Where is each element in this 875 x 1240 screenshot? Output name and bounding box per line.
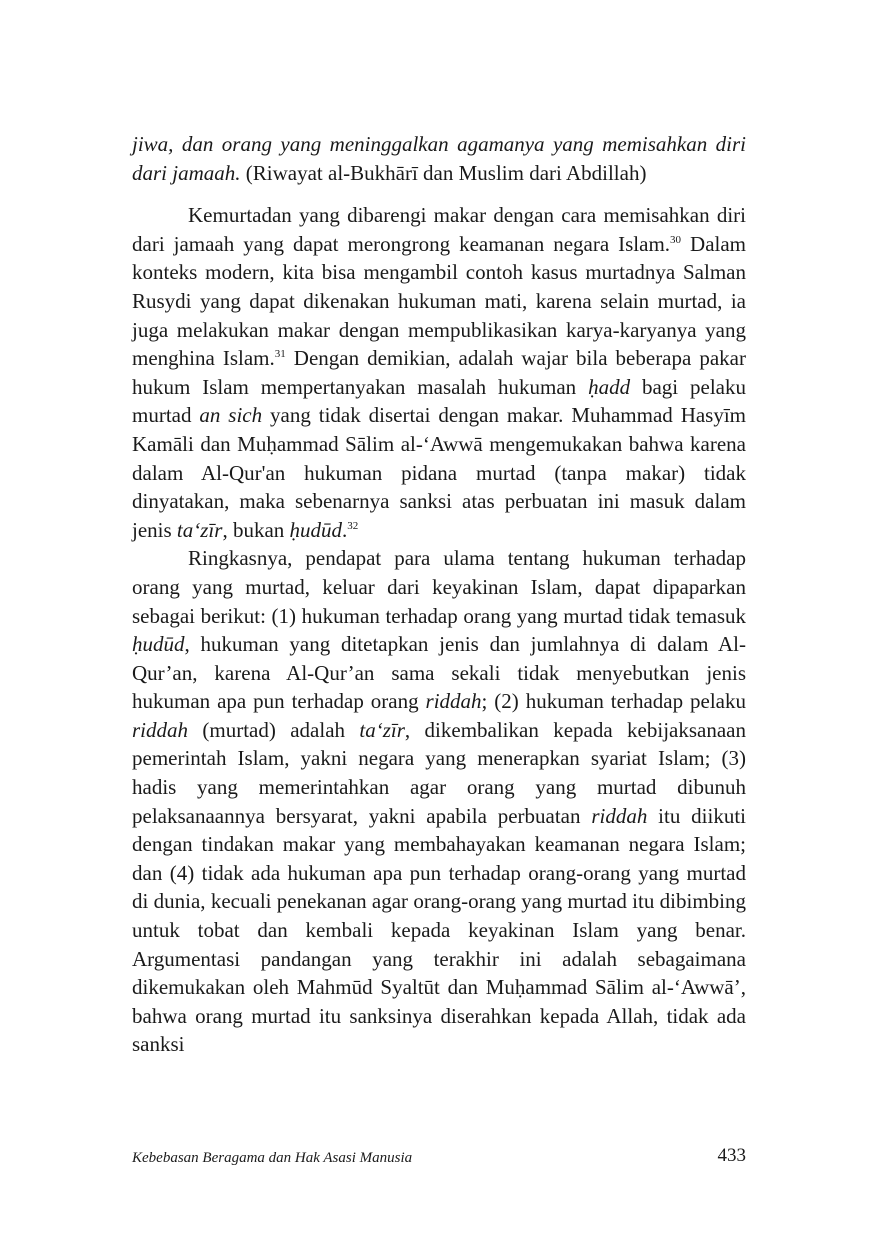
text-run: , bukan <box>222 517 290 542</box>
text-run: ; (2) hukuman terhadap pelaku <box>481 689 746 714</box>
footnote-ref-32: 32 <box>347 519 359 532</box>
quote-italic-text: jiwa, dan orang yang meninggalkan agamanya yang memisahkan diri dari jamaah. <box>132 132 746 185</box>
term-riddah: riddah <box>132 717 189 742</box>
body-text <box>132 130 746 1059</box>
text-run: Ringkasnya, pendapat para ulama tentang hukuman terhadap orang yang murtad, keluar dari keyakinan Islam, dapat dipaparkan sebagai berikut: (1) hukuman terhadap orang yang murtad tidak temasuk <box>132 546 746 628</box>
footnote-ref-31: 31 <box>274 348 286 361</box>
paragraph-apostasy-treason <box>132 201 746 544</box>
text-run: , hukuman yang ditetapkan jenis dan jumlahnya di dalam Al-Qur’an, karena Al-Qur’an sama sekali tidak menyebutkan jenis hukuman apa pun terhadap orang <box>132 632 746 714</box>
page-number: 433 <box>717 1145 746 1166</box>
text-run: , dikembalikan kepada kebijaksanaan pemerintah Islam, yakni negara yang menerapkan syariat Islam; (3) hadis yang memerintahkan agar orang yang murtad dibunuh pelaksanaannya bersyarat, yakni apabila perbuatan <box>132 717 746 828</box>
term-hudud: ḥudūd <box>132 632 185 657</box>
term-tazir: ta‘zīr <box>176 517 223 542</box>
term-an-sich: an sich <box>199 403 263 428</box>
page-footer <box>132 1145 746 1168</box>
term-hadd: ḥadd <box>588 374 631 399</box>
term-riddah: riddah <box>591 803 648 828</box>
hadith-quote-ending <box>132 130 746 187</box>
text-run: bagi pelaku murtad <box>132 374 746 428</box>
text-run: itu diikuti dengan tindakan makar yang membahayakan keamanan negara Islam; dan (4) tidak ada hukuman apa pun terhadap orang-orang yang murtad di dunia, kecuali penekanan agar orang-orang yang murtad itu dibimbing untuk tobat dan kembali kepada keyakinan Islam yang benar. Argumentasi pandangan yang terakhir ini adalah sebagaimana dikemukakan oleh Mahmūd Syaltūt dan Muḥammad Sālim al-‘Awwā’, bahwa orang murtad itu sanksinya diserahkan kepada Allah, tidak ada sanksi <box>132 803 746 1057</box>
footnote-ref-30: 30 <box>670 233 682 246</box>
quote-source: (Riwayat al-Bukhārī dan Muslim dari Abdillah) <box>245 160 647 185</box>
term-riddah: riddah <box>425 689 482 714</box>
text-run: (murtad) adalah <box>188 717 360 742</box>
text-run: yang tidak disertai dengan makar. Muhammad Hasyīm Kamāli dan Muḥammad Sālim al-‘Awwā mengemukakan bahwa karena dalam Al-Qur'an hukuman pidana murtad (tanpa makar) tidak dinyatakan, maka sebenarnya sanksi atas perbuatan ini masuk dalam jenis <box>132 403 747 542</box>
text-run: Dalam konteks modern, kita bisa mengambil contoh kasus murtadnya Salman Rusydi yang dapat dikenakan hukuman mati, karena selain murtad, ia juga melakukan makar dengan mempublikasikan karya-karyanya yang menghina Islam. <box>132 231 746 371</box>
text-run: Kemurtadan yang dibarengi makar dengan cara memisahkan diri dari jamaah yang dapat merongrong keamanan negara Islam. <box>132 203 746 256</box>
term-tazir: ta‘zīr <box>359 717 405 742</box>
paragraph-summary-opinions <box>132 544 746 1059</box>
text-run: . <box>342 517 348 542</box>
running-footer-title: Kebebasan Beragama dan Hak Asasi Manusia <box>132 1150 413 1166</box>
text-run: Dengan demikian, adalah wajar bila beberapa pakar hukum Islam mempertanyakan masalah hukuman <box>132 346 746 399</box>
term-hudud: ḥudūd <box>289 517 343 542</box>
